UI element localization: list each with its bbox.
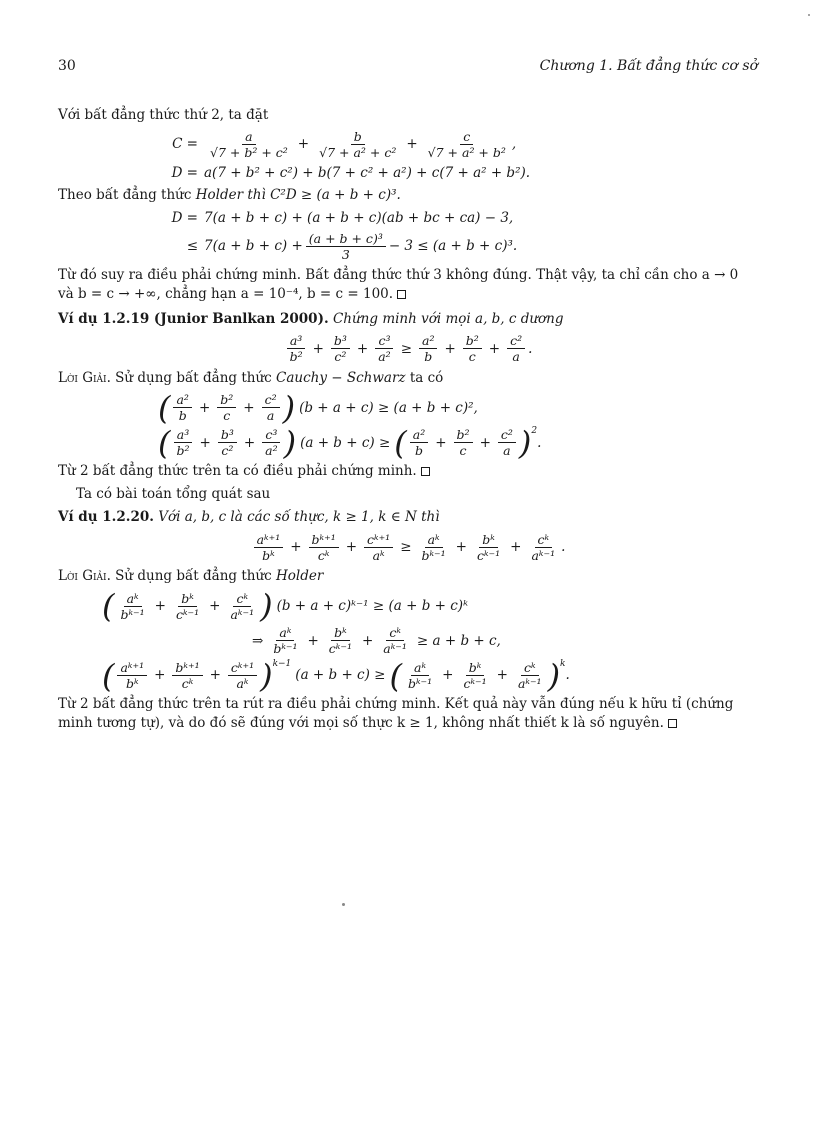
text-span: (b + a + c) ≥ (a + b + c)², (299, 399, 478, 416)
fraction-denominator: c² (334, 349, 347, 365)
fraction-denominator: b (414, 443, 423, 459)
text-span: Sử dụng bất đẳng thức (115, 369, 272, 386)
fraction-numerator: a³ (287, 333, 305, 349)
theorem-name: Cauchy − Schwarz (276, 369, 406, 386)
equation-d (98, 164, 758, 183)
text-span: − 3 ≤ (a + b + c)³. (388, 238, 518, 255)
fraction-denominator: √7 + a² + b² (427, 145, 506, 161)
fraction-denominator: b (178, 408, 187, 424)
fraction-denominator: a (503, 443, 511, 459)
fraction-numerator: b² (463, 333, 482, 349)
equation-sol20-1: ( $\frac{\text{aᵏ}}{\text{bᵏ⁻¹}}$ + $\frac{\text{bᵏ}}{\text{cᵏ⁻¹}}$ + $\frac{\text{cᵏ}}{\text{aᵏ⁻¹}}$ ) (b + a + c)ᵏ⁻¹ ≥ (a + b + c)ᵏ (102, 587, 468, 626)
fraction-numerator: aᵏ (276, 625, 294, 641)
fraction-numerator: aᵏ (124, 591, 142, 607)
fraction-denominator: c (459, 443, 467, 459)
fraction-denominator: cᵏ⁻¹ (175, 606, 200, 622)
equation-lhs: ≤ (186, 238, 198, 255)
fraction-denominator: c (468, 349, 476, 365)
scan-speck (808, 14, 810, 16)
fraction-denominator: bᵏ⁻¹ (120, 606, 145, 622)
fraction-denominator: 3 (341, 247, 350, 263)
fraction-numerator: aᵏ⁺¹ (254, 532, 284, 548)
fraction-numerator: c (460, 129, 473, 145)
fraction-denominator: √7 + b² + c² (210, 145, 288, 161)
equation-rhs: 7(a + b + c) + (a + b + c)(ab + bc + ca) − 3, (204, 210, 514, 227)
equation-lhs: C = (172, 136, 198, 153)
equation-sol19-1: ( $\frac{\text{a²}}{b}$ + $\frac{\text{b²}}{c}$ + $\frac{\text{c²}}{a}$ ) (b + a + c) ≥ (a + b + c)², (158, 389, 478, 428)
fraction-numerator: b (351, 129, 365, 145)
exponent: k (560, 658, 566, 669)
text-span: (a + b + c) ≥ (300, 434, 391, 451)
paragraph-holder (58, 186, 758, 205)
text-span: Từ đó suy ra điều phải chứng minh. Bất đẳng thức thứ 3 không đúng. Thật vậy, ta chỉ cần cho a → 0 và b = c → +∞, chẳng hạn a = 10⁻⁴, b = c = 100. (58, 266, 739, 303)
fraction-denominator: a (512, 349, 520, 365)
scan-speck (342, 903, 345, 906)
text-span: thì C²D ≥ (a + b + c)³. (247, 186, 401, 203)
fraction-numerator: cᵏ (535, 532, 553, 548)
page-body (58, 106, 758, 737)
qed-icon (668, 719, 677, 728)
theorem-name: Holder (195, 186, 244, 203)
fraction-denominator: aᵏ (236, 676, 249, 692)
fraction-denominator: c² (221, 443, 234, 459)
fraction-numerator: bᵏ (178, 591, 197, 607)
page-number: 30 (58, 58, 76, 74)
fraction-numerator: cᵏ (521, 660, 539, 676)
fraction-denominator: cᵏ⁻¹ (463, 676, 487, 692)
equation-sol19-2: ( $\frac{\text{a³}}{\text{b²}}$ + $\frac{\text{b³}}{\text{c²}}$ + $\frac{\text{c³}}{\text{a²}}$ ) (a + b + c) ≥ ( $\frac{\text{a²}}{b}$ + $\frac{\text{b²}}{c}$ + $\frac{\text{c²}}{a}$ ) $^2$ . (158, 424, 542, 463)
fraction-denominator: a² (265, 443, 278, 459)
fraction-numerator: (a + b + c)³ (306, 231, 386, 247)
example-1-2-19 (58, 310, 758, 329)
fraction-numerator: bᵏ (466, 660, 485, 676)
fraction-denominator: a (266, 408, 275, 424)
fraction-numerator: c³ (262, 427, 280, 443)
fraction-denominator: bᵏ⁻¹ (273, 641, 298, 657)
fraction-numerator: c² (498, 427, 516, 443)
paragraph-general: Ta có bài toán tổng quát sau (76, 486, 271, 503)
theorem-name: Holder (276, 568, 324, 585)
fraction-denominator: cᵏ⁻¹ (476, 547, 501, 563)
equation-ex19: $\frac{\text{a³}}{\text{b²}}$ + $\frac{\text{b³}}{\text{c²}}$ + $\frac{\text{c³}}{\text{a²}}$ ≥ $\frac{\text{a²}}{b}$ + $\frac{\text{b²}}{c}$ + $\frac{\text{c²}}{a}$ . (58, 333, 758, 365)
fraction-denominator: bᵏ (262, 547, 275, 563)
fraction-numerator: bᵏ (479, 532, 498, 548)
fraction-denominator: aᵏ (372, 547, 385, 563)
fraction-denominator: aᵏ⁻¹ (517, 676, 542, 692)
paragraph-final (58, 695, 758, 733)
fraction-denominator: c (223, 408, 231, 424)
equation-ex20: $\frac{\text{aᵏ⁺¹}}{\text{bᵏ}}$ + $\frac{\text{bᵏ⁺¹}}{\text{cᵏ}}$ + $\frac{\text{cᵏ⁺¹}}{\text{aᵏ}}$ ≥ $\frac{\text{aᵏ}}{\text{bᵏ⁻¹}}$ + $\frac{\text{bᵏ}}{\text{cᵏ⁻¹}}$ + $\frac{\text{cᵏ}}{\text{aᵏ⁻¹}}$ . (58, 532, 758, 564)
example-statement: Chứng minh với mọi a, b, c dương (332, 311, 564, 328)
fraction-numerator: a (242, 129, 255, 145)
example-label: Ví dụ 1.2.20. (58, 509, 154, 526)
equation-lhs: D = (171, 210, 198, 227)
equation-c: C = $\frac{a}{\text{√7 + b² + c²}}$ + $\frac{b}{\text{√7 + a² + c²}}$ + $\frac{c}{\text{√7 + a² + b²}}$ , (98, 129, 758, 161)
text-span: Từ 2 bất đẳng thức trên ta rút ra điều phải chứng minh. Kết quả này vẫn đúng nếu k hữu tỉ (chứng minh tương tự), và do đó sẽ đúng với mọi số thực k ≥ 1, không nhất thiết k là số nguyên. (58, 696, 734, 732)
fraction-denominator: aᵏ⁻¹ (383, 641, 407, 657)
text-span: Sử dụng bất đẳng thức (115, 568, 272, 585)
fraction-numerator: cᵏ (233, 591, 251, 607)
solution-1-2-20 (58, 567, 758, 586)
solution-label: Lời Giải. (58, 369, 111, 386)
text-span: (a + b + c) ≥ (295, 667, 386, 684)
fraction-denominator: cᵏ⁻¹ (328, 641, 352, 657)
text-span: ta có (409, 369, 444, 386)
fraction-numerator: b² (217, 392, 236, 408)
fraction-numerator: bᵏ⁺¹ (309, 532, 339, 548)
fraction-denominator: aᵏ⁻¹ (230, 606, 255, 622)
fraction-denominator: √7 + a² + c² (319, 145, 397, 161)
text-span: (b + a + c)ᵏ⁻¹ ≥ (a + b + c)ᵏ (276, 597, 468, 614)
equation-d-expand (98, 209, 758, 228)
fraction-numerator: aᵏ (411, 660, 429, 676)
equation-lhs: D = (171, 164, 198, 181)
example-1-2-20 (58, 508, 758, 527)
fraction-denominator: bᵏ (126, 676, 139, 692)
text-span: ≥ a + b + c, (416, 632, 501, 649)
equation-sol20-2: ⇒ $\frac{\text{aᵏ}}{\text{bᵏ⁻¹}}$ + $\frac{\text{bᵏ}}{\text{cᵏ⁻¹}}$ + $\frac{\text{cᵏ}}{\text{aᵏ⁻¹}}$ ≥ a + b + c, (252, 625, 501, 657)
fraction-denominator: cᵏ (317, 547, 330, 563)
fraction-numerator: cᵏ⁺¹ (228, 660, 257, 676)
fraction-numerator: a² (410, 427, 428, 443)
solution-label: Lời Giải. (58, 568, 111, 585)
text-span: Theo bất đẳng thức (58, 186, 192, 203)
fraction-numerator: b³ (331, 333, 350, 349)
fraction-numerator: c² (507, 333, 525, 349)
fraction-numerator: a² (173, 392, 191, 408)
fraction-numerator: a² (419, 333, 437, 349)
fraction-numerator: bᵏ (331, 625, 350, 641)
paragraph-sol19-end (58, 462, 758, 481)
paragraph-intro: Với bất đẳng thức thứ 2, ta đặt (58, 107, 269, 123)
equation-d-bound (98, 231, 758, 263)
example-statement: Với a, b, c là các số thực, k ≥ 1, k ∈ N thì (158, 509, 440, 526)
qed-icon (397, 290, 406, 299)
fraction-denominator: aᵏ⁻¹ (531, 547, 556, 563)
fraction-numerator: c³ (375, 333, 393, 349)
paragraph-conclusion (58, 266, 758, 304)
exponent: k−1 (272, 658, 292, 669)
fraction-numerator: bᵏ⁺¹ (172, 660, 202, 676)
fraction-denominator: b² (289, 349, 303, 365)
fraction-denominator: bᵏ⁻¹ (421, 547, 446, 563)
fraction-numerator: b² (454, 427, 473, 443)
solution-1-2-19 (58, 369, 758, 388)
fraction-numerator: c² (262, 392, 280, 408)
qed-icon (421, 467, 430, 476)
fraction-numerator: aᵏ (425, 532, 443, 548)
fraction-numerator: cᵏ⁺¹ (364, 532, 393, 548)
chapter-title: Chương 1. Bất đẳng thức cơ sở (539, 58, 758, 74)
fraction-numerator: aᵏ⁺¹ (117, 660, 147, 676)
fraction-denominator: b² (176, 443, 190, 459)
fraction-numerator: b³ (218, 427, 237, 443)
text-span: 7(a + b + c) + (204, 238, 303, 255)
fraction-denominator: bᵏ⁻¹ (407, 676, 433, 692)
text-span: Từ 2 bất đẳng thức trên ta có điều phải chứng minh. (58, 463, 417, 480)
example-label: Ví dụ 1.2.19 (Junior Banlkan 2000). (58, 311, 329, 328)
equation-sol20-3: ( $\frac{\text{aᵏ⁺¹}}{\text{bᵏ}}$ + $\frac{\text{bᵏ⁺¹}}{\text{cᵏ}}$ + $\frac{\text{cᵏ⁺¹}}{\text{aᵏ}}$ ) $^{k-1}$ (a + b + c) ≥ ( $\frac{\text{aᵏ}}{\text{bᵏ⁻¹}}$ + $\frac{\text{bᵏ}}{\text{cᵏ⁻¹}}$ + $\frac{\text{cᵏ}}{\text{aᵏ⁻¹}}$ ) $^k$ . (102, 657, 570, 695)
fraction-denominator: b (424, 349, 433, 365)
fraction-numerator: cᵏ (386, 625, 404, 641)
fraction-numerator: a³ (174, 427, 192, 443)
fraction-denominator: a² (378, 349, 391, 365)
fraction-denominator: cᵏ (181, 676, 194, 692)
implies-symbol: ⇒ (252, 632, 264, 649)
equation-rhs: a(7 + b² + c²) + b(7 + c² + a²) + c(7 + a² + b²). (204, 164, 531, 181)
